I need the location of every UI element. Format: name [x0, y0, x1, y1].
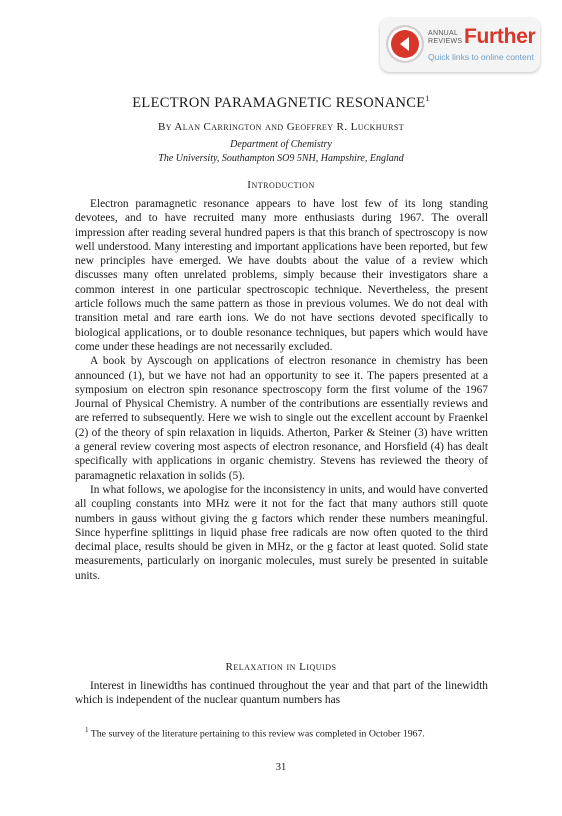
paragraph: In what follows, we apologise for the inconsistency in units, and would have converted all coupling constants into MHz were it not for the fact that many authors still quote numbers in gauss without giving the g factors which render these numbers meaningful. Since hyperfine splittings in liquid phase free radicals are now often quoted to the third decimal place, results should be given in MHz, or the g factor at least quoted. Solid state measurements, particularly on inorganic molecules, must surely be presented in suitable units. — [75, 483, 488, 582]
author-department: Department of Chemistry — [230, 139, 332, 150]
article-title — [0, 94, 562, 112]
brand-line-2: REVIEWS — [428, 38, 463, 45]
introduction-body — [75, 197, 488, 583]
footnote — [75, 724, 488, 740]
paragraph: A book by Ayscough on applications of electron resonance in chemistry has been announced (1), but we have not had an opportunity to see it. The papers presented at a symposium on electron spin resonance spectroscopy form the first volume of the 1967 Journal of Physical Chemistry. A number of the contributions are essentially reviews and are referred to subsequently. Here we wish to single out the excellent account by Fraenkel (2) of the theory of spin relaxation in liquids. Atherton, Parker & Steiner (3) have written a general review covering most aspects of electron resonance, and Horsfield (4) has dealt specifically with applications in organic chemistry. Stevens has reviewed the theory of paramagnetic relaxation in solids (5). — [75, 355, 488, 482]
further-banner[interactable] — [380, 18, 540, 72]
section-heading-relaxation: Relaxation in Liquids — [225, 661, 337, 673]
section-heading-introduction: Introduction — [247, 179, 315, 191]
play-arrow-icon[interactable] — [388, 27, 422, 61]
title-footnote-mark: 1 — [425, 94, 430, 103]
annual-reviews-wordmark — [428, 30, 462, 46]
paragraph: Interest in linewidths has continued throughout the year and that part of the linewidth which is independent of the nuclear quantum numbers has — [75, 680, 488, 707]
paragraph: Electron paramagnetic resonance appears to have lost few of its long standing devotees, and to have recruited many more enthusiasts during 1967. The overall impression after reading several hundred papers is that this branch of spectroscopy is now well understood. Many interesting and important applications have been reported, but few new principles have emerged. We have doubts about the value of a review which discusses many often unrelated problems, simply because their investigators share a common interest in one particular spectroscopic technique. Nevertheless, the present article follows much the same pattern as those in previous volumes. We do not deal with transition metal and rare earth ions. We do not have sections devoted specifically to biological applications, or to double resonance techniques, but papers which would have come under these headings are not necessarily excluded. — [75, 198, 488, 353]
banner-tagline: Quick links to online content — [428, 52, 534, 62]
footnote-text: The survey of the literature pertaining to this review was completed in October 1967. — [90, 728, 425, 740]
title-text: ELECTRON PARAMAGNETIC RESONANCE — [132, 94, 426, 111]
relaxation-body — [75, 679, 488, 708]
further-label: Further — [464, 25, 536, 48]
article-authors: By Alan Carrington and Geoffrey R. Luckhurst — [157, 121, 405, 133]
page-number: 31 — [275, 762, 287, 773]
footnote-mark: 1 — [85, 726, 89, 734]
author-institution: The University, Southampton SO9 5NH, Hampshire, England — [158, 153, 404, 164]
brand-line-1: ANNUAL — [428, 30, 459, 37]
